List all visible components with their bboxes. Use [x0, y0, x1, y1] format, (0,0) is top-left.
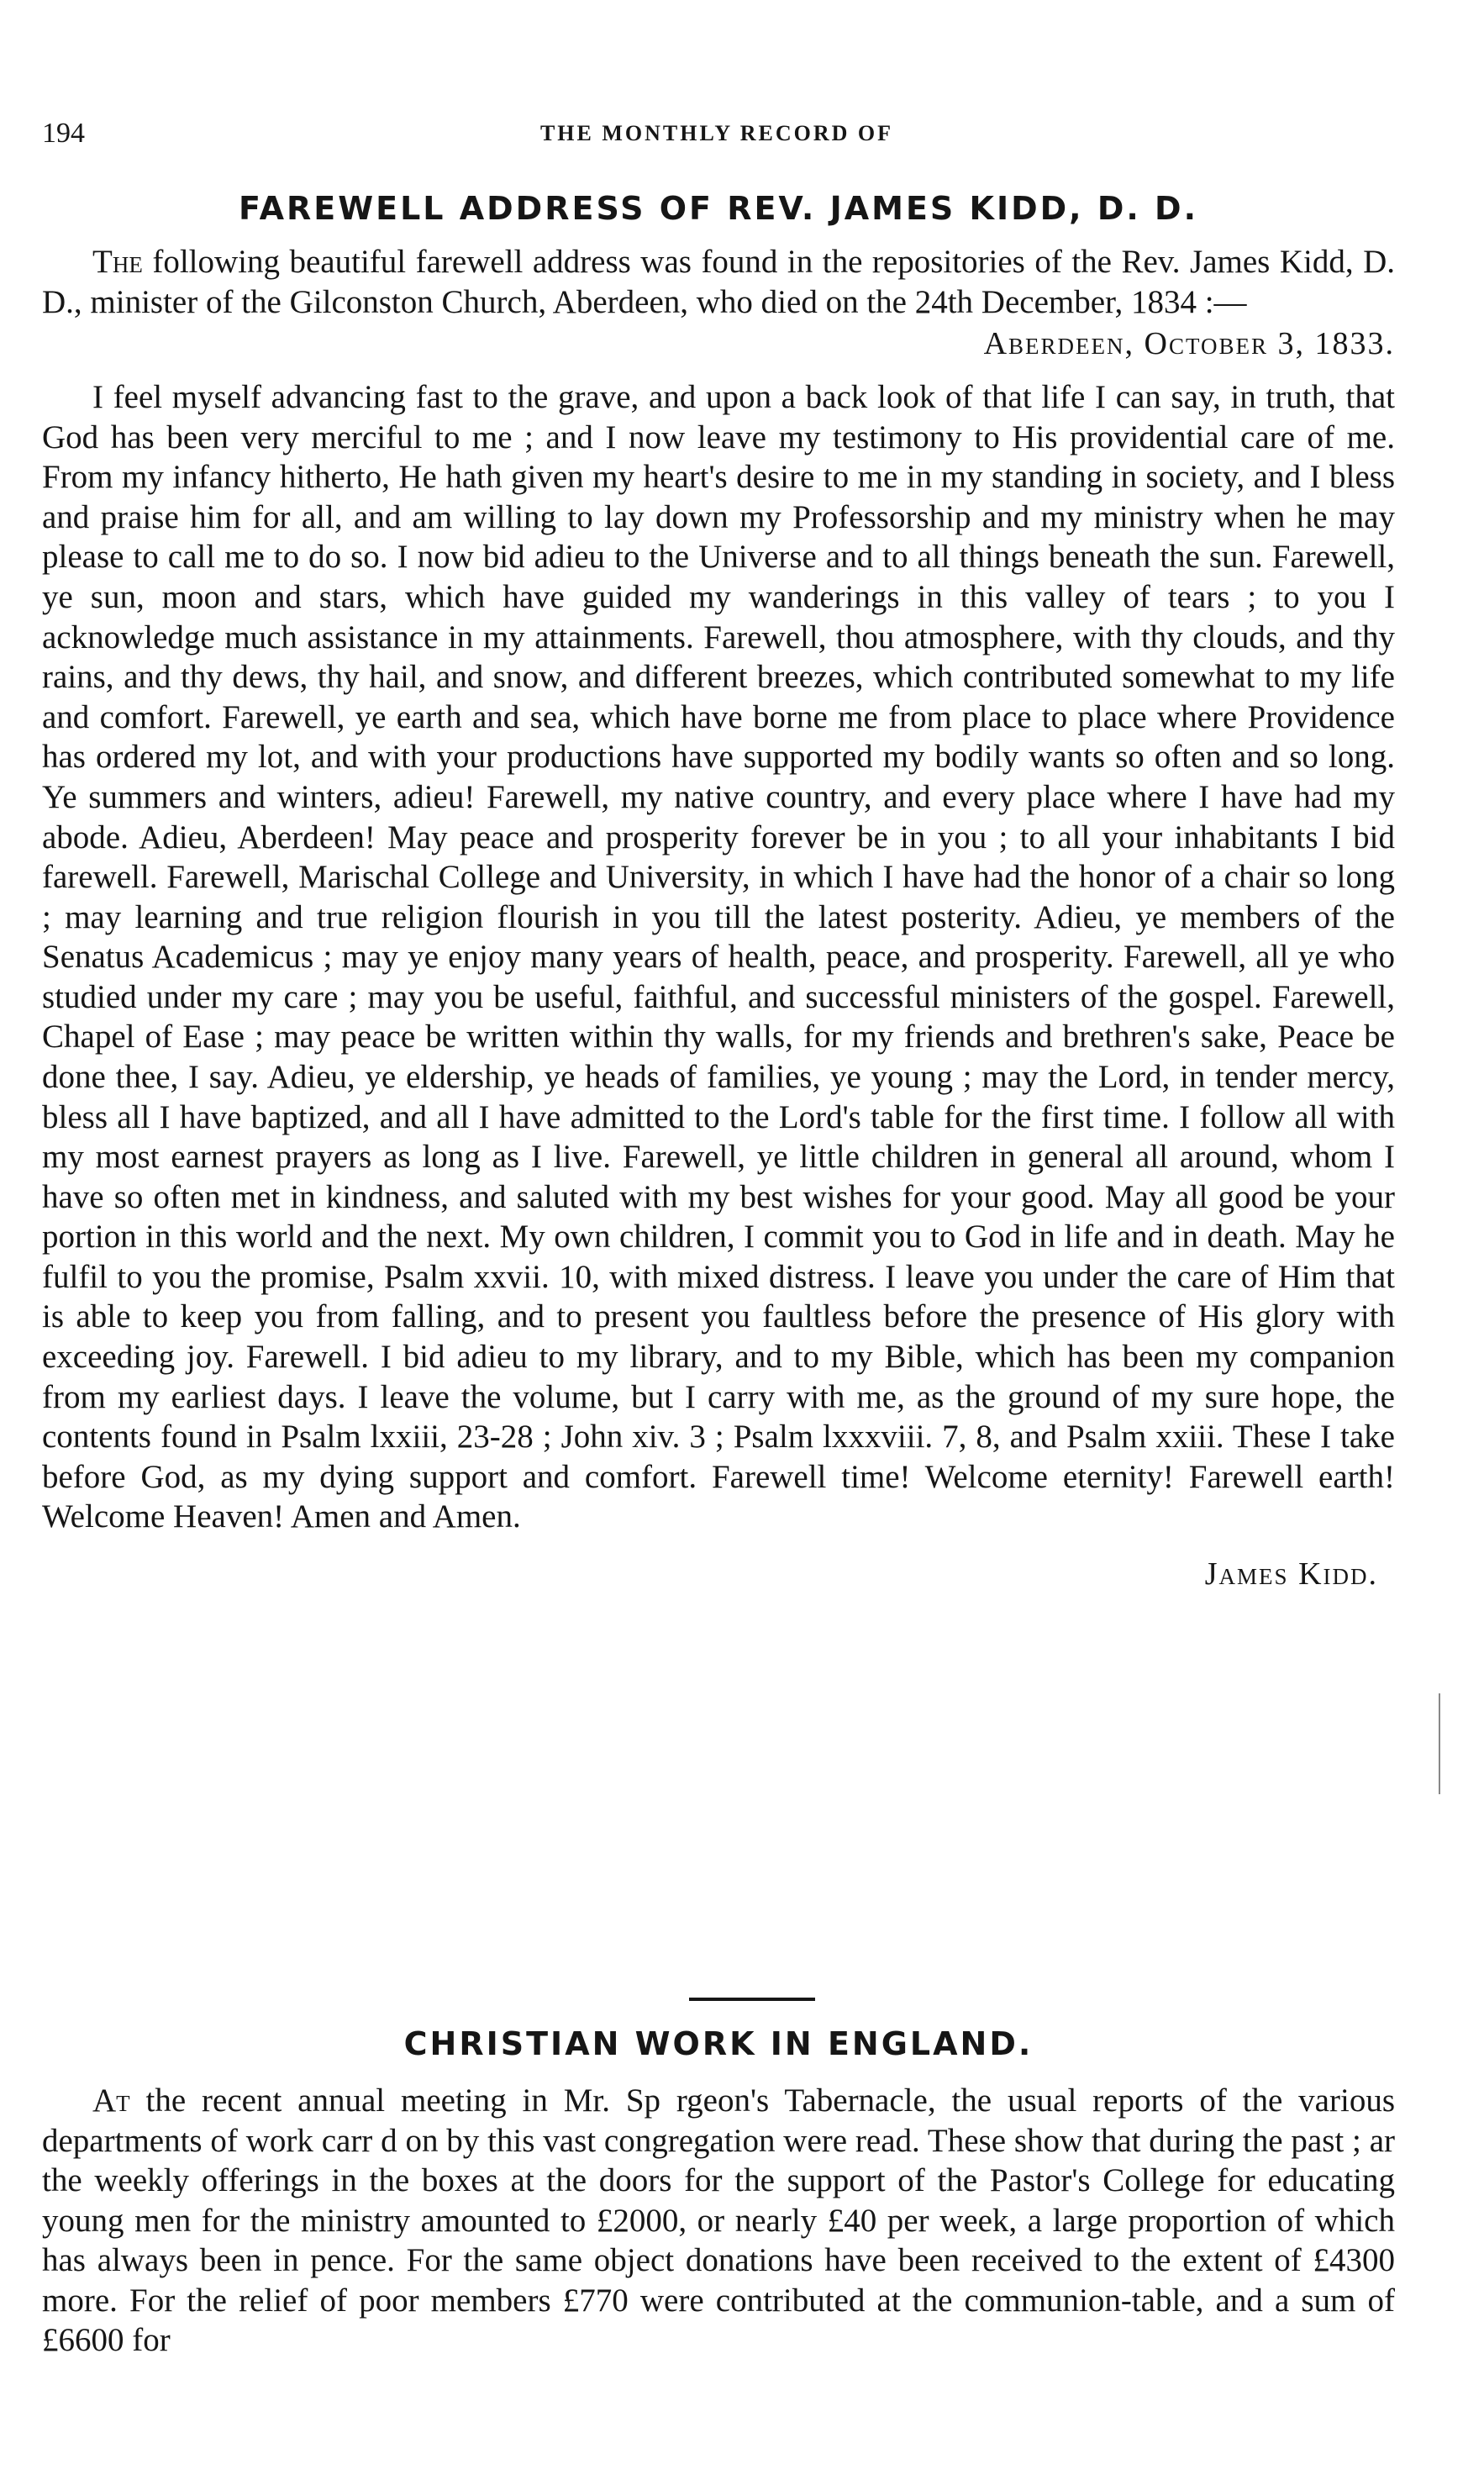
article-intro	[42, 242, 1395, 322]
journal-title: THE MONTHLY RECORD OF	[539, 121, 894, 145]
address-body: I feel myself advancing fast to the grave, and upon a back look of that life I can say, in truth, that God has been very merciful to me ; and I now leave my testimony to His providential care of me. From my infancy hitherto, He hath given my heart's desire to me in my standing in society, and I bless and praise him for all, and am willing to lay down my Professorship and my ministry when he may please to call me to do so. I now bid adieu to the Universe and to all things beneath the sun. Farewell, ye sun, moon and stars, which have guided my wanderings in this valley of tears ; to you I acknowledge much assistance in my attainments. Farewell, thou atmosphere, with thy clouds, and thy rains, and thy dews, thy hail, and snow, and different breezes, which contributed somewhat to my life and comfort. Farewell, ye earth and sea, which have borne me from place to place where Providence has ordered my lot, and with your productions have supported my bodily wants so often and so long. Ye summers and winters, adieu! Farewell, my native country, and every place where I have had my abode. Adieu, Aberdeen! May peace and prosperity forever be in you ; to all your inhabitants I bid farewell. Farewell, Marischal College and University, in which I have had the honor of a chair so long ; may learning and true religion flourish in you till the latest posterity. Adieu, ye members of the Senatus Academicus ; may ye enjoy many years of health, peace, and prosperity. Farewell, all ye who studied under my care ; may you be useful, faithful, and successful ministers of the gospel. Farewell, Chapel of Ease ; may peace be written within thy walls, for my friends and brethren's sake, Peace be done thee, I say. Adieu, ye eldership, ye heads of families, ye young ; may the Lord, in tender mercy, bless all I have baptized, and all I have admitted to the Lord's table for the first time. I follow all with my most earnest prayers as long as I live. Farewell, ye little children in general all around, whom I have so often met in kindness, and saluted with my best wishes for your good. May all good be your portion in this world and the next. My own children, I commit you to God in life and in death. May he fulfil to you the promise, Psalm xxvii. 10, with mixed distress. I leave you under the care of Him that is able to keep you from falling, and to present you faultless before the presence of His glory with exceeding joy. Farewell. I bid adieu to my library, and to my Bible, which has been my companion from my earliest days. I leave the volume, but I carry with me, as the ground of my sure hope, the contents found in Psalm lxxiii, 23-28 ; John xiv. 3 ; Psalm lxxxviii. 7, 8, and Psalm xxiii. These I take before God, as my dying support and comfort. Farewell time! Welcome eternity! Farewell earth! Welcome Heaven! Amen and Amen.	[42, 379, 1395, 1535]
intro-text: following beautiful farewell address was found in the repositories of the Rev. James Kidd, D. D., minister of the Gilconston Church, Aberdeen, who died on the 24th December, 1834 :—	[42, 244, 1395, 320]
christian-work-article	[42, 2025, 1395, 2361]
section-divider	[689, 1998, 815, 2001]
running-head	[42, 118, 1392, 155]
body-text: the recent annual meeting in Mr. Sp rgeon's Tabernacle, the usual reports of the various departments of work carr d on by this vast congregation were read. These show that during the past ; ar the weekly offerings in the boxes at the doors for the support of the Pastor's College for educating young men for the ministry amounted to £2000, or nearly £40 per week, a large proportion of which has always been in pence. For the same object donations have been received to the extent of £4300 more. For the relief of poor members £770 were contributed at the communion-table, and a sum of £6600 for	[42, 2082, 1395, 2359]
article-title: CHRISTIAN WORK IN ENGLAND.	[403, 2025, 1034, 2062]
article-title: FAREWELL ADDRESS OF REV. JAMES KIDD, D. D.	[238, 190, 1199, 227]
signature: James Kidd.	[1204, 1556, 1378, 1592]
farewell-address-article	[42, 190, 1395, 1593]
body-lead-word: At	[92, 2082, 130, 2119]
margin-mark	[1439, 1693, 1440, 1794]
letter-dateline: Aberdeen, October 3, 1833.	[983, 326, 1395, 362]
intro-lead-word: The	[92, 244, 143, 280]
article-body	[42, 2081, 1395, 2361]
page-number: 194	[42, 118, 85, 149]
